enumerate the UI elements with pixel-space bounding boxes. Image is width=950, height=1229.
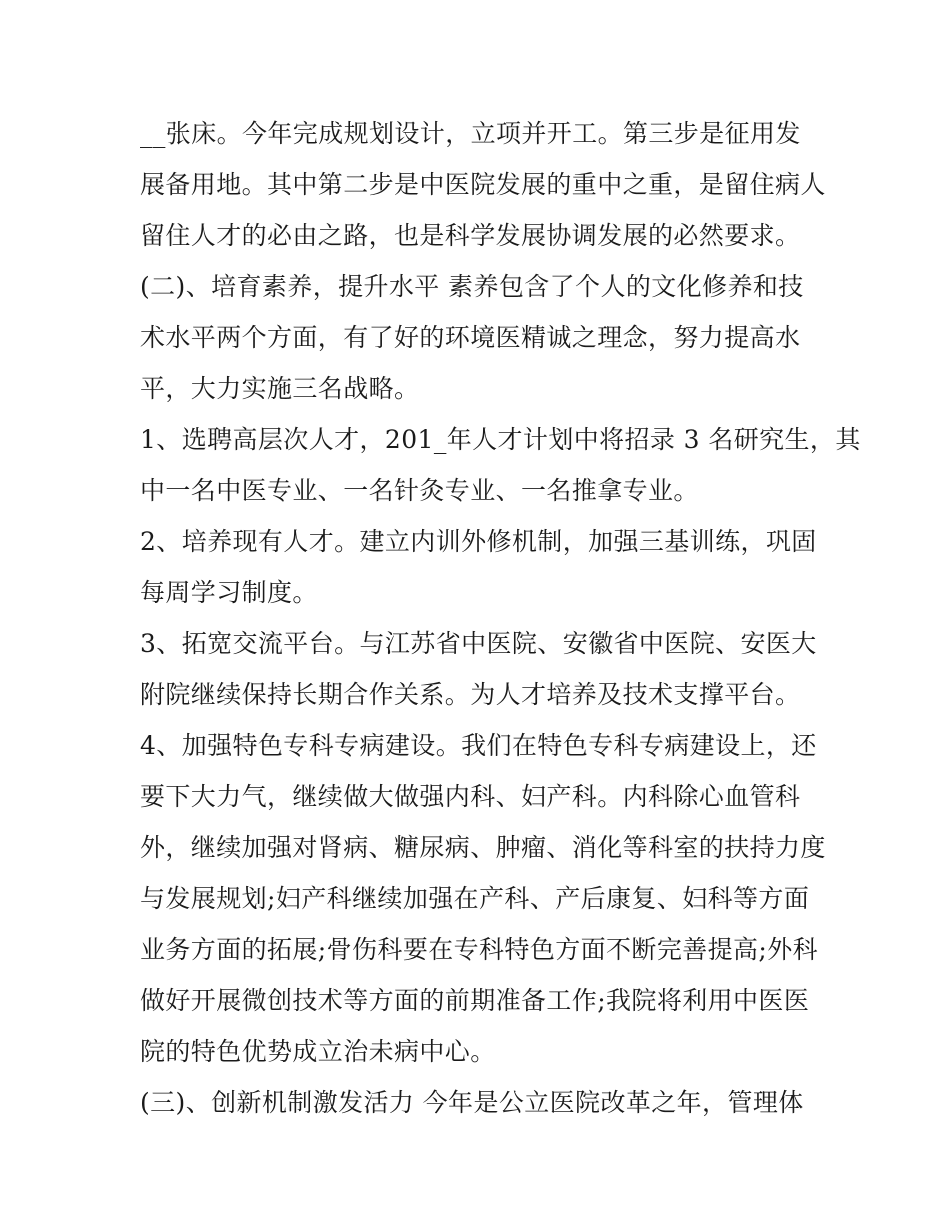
list-item-1: 1、选聘高层次人才，201_年人才计划中将招录 3 名研究生，其 [140,425,861,454]
text-line: 院的特色优势成立治未病中心。 [140,1037,496,1066]
list-item-3: 3、拓宽交流平台。与江苏省中医院、安徽省中医院、安医大 [140,629,817,658]
text-line: 展备用地。其中第二步是中医院发展的重中之重，是留住病人 [140,170,826,199]
list-item-2: 2、培养现有人才。建立内训外修机制，加强三基训练，巩固 [140,527,817,556]
body-text [140,108,861,1128]
text-line: __张床。今年完成规划设计，立项并开工。第三步是征用发 [140,119,801,148]
list-item-4: 4、加强特色专科专病建设。我们在特色专科专病建设上，还 [140,731,817,760]
text-line: 平，大力实施三名战略。 [140,374,420,403]
text-line: 附院继续保持长期合作关系。为人才培养及技术支撑平台。 [140,680,801,709]
section-heading-2: (二)、培育素养，提升水平 素养包含了个人的文化修养和技 [140,272,804,301]
text-line: 中一名中医专业、一名针灸专业、一名推拿专业。 [140,476,699,505]
text-line: 与发展规划;妇产科继续加强在产科、产后康复、妇科等方面 [140,884,810,913]
text-line: 外，继续加强对肾病、糖尿病、肿瘤、消化等科室的扶持力度 [140,833,826,862]
text-line: 做好开展微创技术等方面的前期准备工作;我院将利用中医医 [140,986,810,1015]
text-line: 留住人才的必由之路，也是科学发展协调发展的必然要求。 [140,221,801,250]
text-line: 要下大力气，继续做大做强内科、妇产科。内科除心血管科 [140,782,801,811]
text-line: 术水平两个方面，有了好的环境医精诚之理念，努力提高水 [140,323,801,352]
section-heading-3: (三)、创新机制激发活力 今年是公立医院改革之年，管理体 [140,1088,804,1117]
text-line: 每周学习制度。 [140,578,318,607]
text-line: 业务方面的拓展;骨伤科要在专科特色方面不断完善提高;外科 [140,935,819,964]
